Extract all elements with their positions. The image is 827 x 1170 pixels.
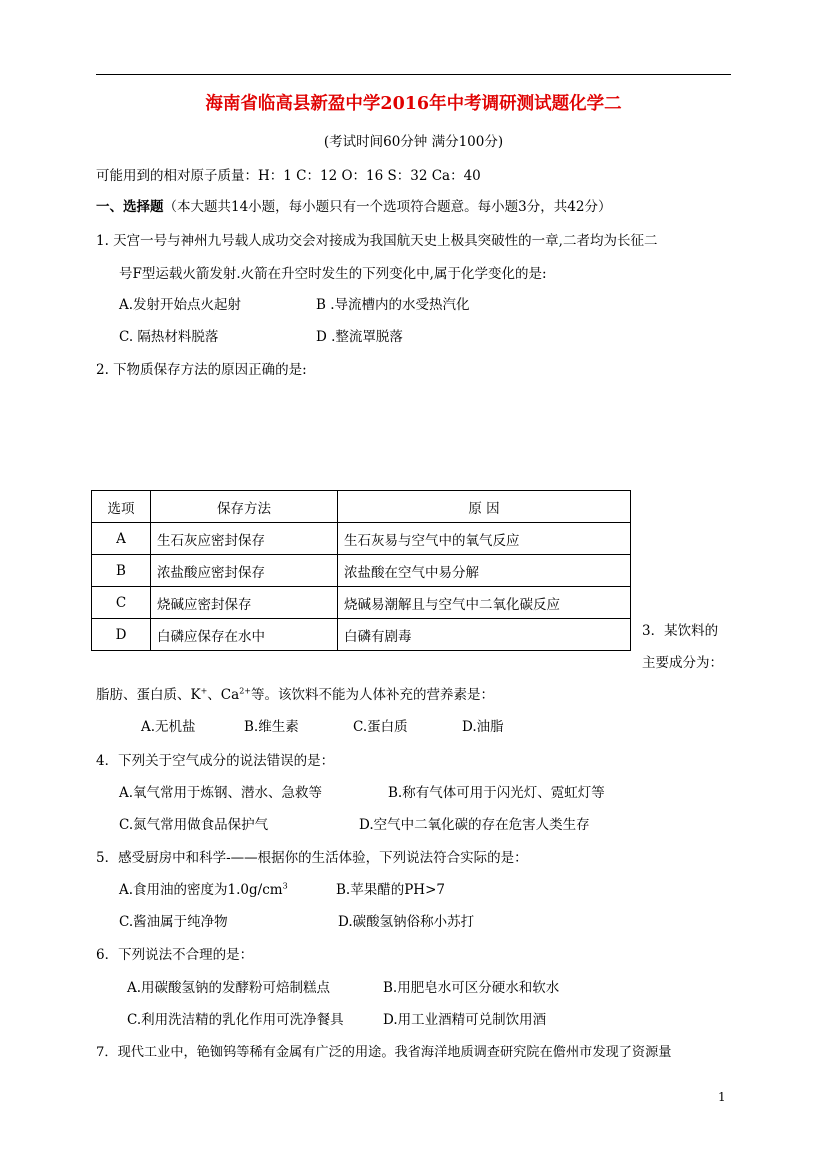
q1-option-d: D .整流罩脱落 bbox=[316, 329, 403, 345]
q3-option-b: B.维生素 bbox=[244, 719, 299, 735]
q4-option-c: C.氮气常用做食品保护气 bbox=[119, 817, 269, 833]
q3-option-c: C.蛋白质 bbox=[353, 719, 408, 735]
q3-option-d: D.油脂 bbox=[462, 719, 504, 735]
q5-option-b: B.苹果醋的PH>7 bbox=[336, 882, 445, 898]
q5-option-c: C.酱油属于纯净物 bbox=[119, 914, 228, 930]
table-cell: 白磷有剧毒 bbox=[338, 619, 631, 651]
table-cell: D bbox=[92, 619, 151, 651]
table-cell: A bbox=[92, 523, 151, 555]
cubic-exponent: 3 bbox=[282, 881, 288, 891]
section-heading bbox=[96, 195, 611, 215]
table-cell: 浓盐酸在空气中易分解 bbox=[338, 555, 631, 587]
q2-table bbox=[91, 490, 631, 651]
q3-text-1: 脂肪、蛋白质、K bbox=[96, 687, 201, 703]
table-cell: 烧碱易潮解且与空气中二氧化碳反应 bbox=[338, 587, 631, 619]
table-cell: 白磷应保存在水中 bbox=[151, 619, 338, 651]
q5-option-a-text: A.食用油的密度为1.0g/cm bbox=[119, 882, 283, 898]
q1-option-c: C. 隔热材料脱落 bbox=[119, 329, 219, 345]
section-title: 一、选择题 bbox=[96, 199, 164, 215]
table-header-cell: 保存方法 bbox=[151, 491, 338, 523]
q1-stem-line2: 号F型运载火箭发射.火箭在升空时发生的下列变化中,属于化学变化的是: bbox=[119, 266, 547, 282]
q1-option-a: A.发射开始点火起射 bbox=[119, 297, 242, 313]
q1-stem-line1: 1. 天宫一号与神州九号载人成功交会对接成为我国航天史上极具突破性的一章,二者均为长征二 bbox=[96, 233, 658, 249]
q4-option-b: B.称有气体可用于闪光灯、霓虹灯等 bbox=[388, 785, 605, 801]
table-cell: 烧碱应密封保存 bbox=[151, 587, 338, 619]
table-row bbox=[92, 555, 631, 587]
q7-stem: 7．现代工业中，铯铷钨等稀有金属有广泛的用途。我省海洋地质调查研究院在儋州市发现了资源量 bbox=[96, 1045, 672, 1060]
q3-stem-side1: 3．某饮料的 bbox=[642, 623, 719, 639]
q6-option-d: D.用工业酒精可兑制饮用酒 bbox=[383, 1012, 547, 1028]
atomic-masses: 可能用到的相对原子质量：H：1 C：12 O：16 S：32 Ca：40 bbox=[96, 168, 481, 184]
k-charge: + bbox=[200, 686, 208, 696]
q2-stem: 2. 下物质保存方法的原因正确的是: bbox=[96, 362, 307, 378]
q4-option-d: D.空气中二氧化碳的存在危害人类生存 bbox=[359, 817, 590, 833]
table-row bbox=[92, 523, 631, 555]
q5-stem: 5．感受厨房中和科学-——根据你的生活体验，下列说法符合实际的是： bbox=[96, 850, 528, 866]
table-header-cell: 选项 bbox=[92, 491, 151, 523]
page-title: 海南省临高县新盈中学2016年中考调研测试题化学二 bbox=[205, 94, 622, 114]
table-cell: B bbox=[92, 555, 151, 587]
q3-text-2: 、Ca bbox=[207, 687, 240, 703]
q3-option-a: A.无机盐 bbox=[141, 719, 196, 735]
q3-stem-line bbox=[96, 683, 494, 703]
table-row bbox=[92, 587, 631, 619]
table-cell: 生石灰易与空气中的氧气反应 bbox=[338, 523, 631, 555]
q4-stem: 4．下列关于空气成分的说法错误的是： bbox=[96, 753, 335, 769]
q3-text-3: 等。该饮料不能为人体补充的营养素是： bbox=[250, 687, 494, 703]
q5-option-a bbox=[119, 878, 288, 898]
page-number: 1 bbox=[718, 1090, 726, 1104]
q6-option-b: B.用肥皂水可区分硬水和软水 bbox=[383, 980, 560, 996]
table-header-row bbox=[92, 491, 631, 523]
q3-stem-side2: 主要成分为： bbox=[642, 655, 723, 671]
table-header-cell: 原 因 bbox=[338, 491, 631, 523]
q6-option-c: C.利用洗洁精的乳化作用可洗净餐具 bbox=[127, 1012, 344, 1028]
table-row bbox=[92, 619, 631, 651]
header-rule bbox=[96, 74, 731, 75]
table-cell: 生石灰应密封保存 bbox=[151, 523, 338, 555]
q1-option-b: B .导流槽内的水受热汽化 bbox=[316, 297, 470, 313]
exam-time-info: (考试时间60分钟 满分100分) bbox=[323, 134, 504, 150]
q5-option-d: D.碳酸氢钠俗称小苏打 bbox=[338, 914, 475, 930]
ca-charge: 2+ bbox=[239, 686, 251, 696]
table-cell: C bbox=[92, 587, 151, 619]
table-cell: 浓盐酸应密封保存 bbox=[151, 555, 338, 587]
q4-option-a: A.氧气常用于炼钢、潜水、急救等 bbox=[119, 785, 323, 801]
q6-option-a: A.用碳酸氢钠的发酵粉可焙制糕点 bbox=[127, 980, 331, 996]
section-note: （本大题共14小题，每小题只有一个选项符合题意。每小题3分，共42分） bbox=[163, 199, 612, 215]
q6-stem: 6．下列说法不合理的是： bbox=[96, 947, 254, 963]
